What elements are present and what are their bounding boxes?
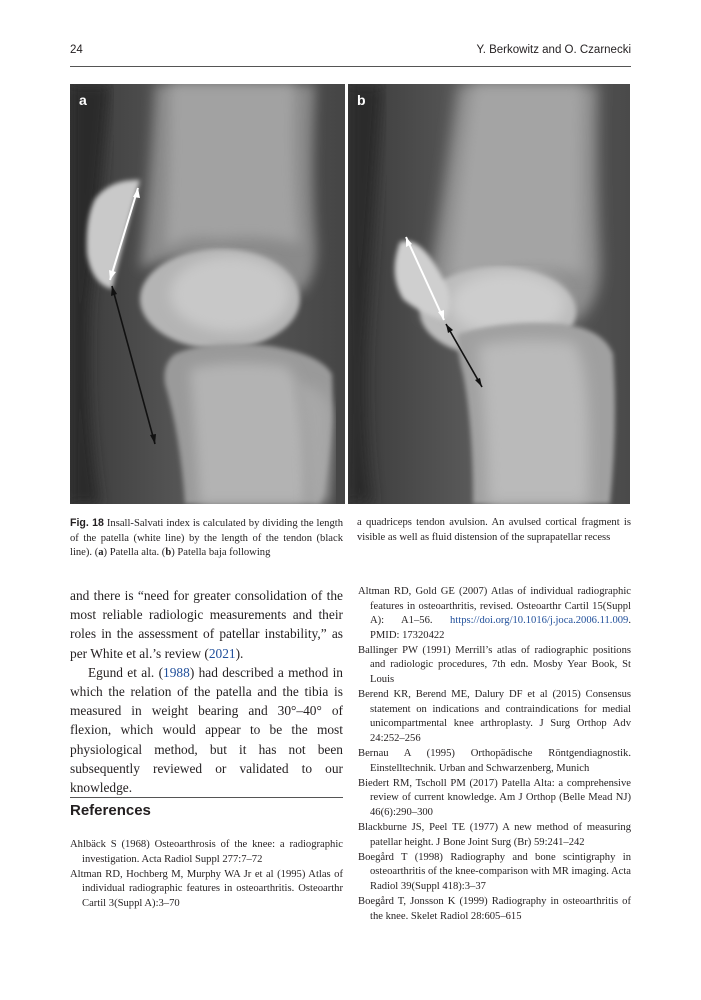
reference-item: Blackburne JS, Peel TE (1977) A new method of measuring patellar height. J Bone Joint Surg (Br) 59:241–242 bbox=[358, 822, 631, 848]
citation-link-2021[interactable]: 2021 bbox=[208, 645, 236, 661]
paragraph-2: Egund et al. (1988) had described a method in which the relation of the patella and the tibia is measured in weight bearing and 30°–40° of flexion, which would appear to be the most physiological method, but it has not been subsequently reviewed or validated to our knowledge. bbox=[70, 664, 343, 796]
reference-item: Ahlbäck S (1968) Osteoarthrosis of the knee: a radiographic investigation. Acta Radiol Suppl 277:7–72 bbox=[70, 839, 343, 865]
caption-text-1: Insall-Salvati index is calculated by dividing the length of the patella (white line) by the length of the tendon (black line). ( bbox=[70, 518, 344, 559]
doi-link[interactable]: https://doi.org/10.1016/j.joca.2006.11.009 bbox=[450, 615, 629, 627]
reference-item: Biedert RM, Tscholl PM (2017) Patella Alta: a comprehensive review of current knowledge. Am J Orthop (Belle Mead NJ) 46(6):290–300 bbox=[358, 777, 631, 818]
xray-image-b bbox=[348, 84, 630, 504]
caption-text-3: ) Patella baja following bbox=[171, 547, 271, 559]
running-authors: Y. Berkowitz and O. Czarnecki bbox=[476, 44, 631, 56]
panel-label-b: b bbox=[357, 92, 366, 108]
page-number: 24 bbox=[70, 44, 83, 56]
figure-caption-left bbox=[70, 516, 343, 561]
reference-item: Altman RD, Hochberg M, Murphy WA Jr et al (1995) Atlas of individual radiographic features in osteoarthritis. Osteoarthr Cartil 3(Suppl A):3–70 bbox=[70, 868, 343, 909]
caption-a: a bbox=[98, 547, 104, 559]
figure-panel-a bbox=[70, 84, 345, 504]
header-rule bbox=[70, 66, 631, 67]
reference-item: Altman RD, Gold GE (2007) Atlas of individual radiographic features in osteoarthritis, revised. Osteoarthr Cartil 15(Suppl A): A1–56. https://doi.org/10.1016/j.joca.2006.11.009. PMID: 17320422 bbox=[358, 586, 631, 641]
paragraph-1: and there is “need for greater consolidation of the most reliable radiologic measurements and their roles in the assessment of patellar instability,” as per White et al.’s review (2021). bbox=[70, 588, 343, 661]
running-header bbox=[70, 44, 631, 62]
reference-item: Boegård T (1998) Radiography and bone scintigraphy in osteoarthritis of the knee-comparison with MR imaging. Acta Radiol 39(Suppl 418):3–37 bbox=[358, 851, 631, 892]
body-text bbox=[70, 586, 343, 797]
reference-item: Boegård T, Jonsson K (1999) Radiography in osteoarthritis of the knee. Skelet Radiol 28:605–615 bbox=[358, 895, 631, 922]
reference-item: Bernau A (1995) Orthopädische Röntgendiagnostik. Einstelltechnik. Urban and Schwarzenberg, Munich bbox=[358, 748, 631, 774]
reference-item: Ballinger PW (1991) Merrill’s atlas of radiographic positions and radiologic procedures, 7th edn. Mosby Year Book, St Louis bbox=[358, 644, 631, 686]
caption-b: b bbox=[165, 547, 172, 559]
panel-label-a: a bbox=[79, 92, 87, 108]
xray-image-a bbox=[70, 84, 345, 504]
caption-text-2: ) Patella alta. ( bbox=[103, 547, 166, 559]
citation-link-1988[interactable]: 1988 bbox=[163, 664, 190, 680]
figure-panel-b bbox=[348, 84, 630, 504]
references-rule bbox=[70, 797, 343, 798]
figure-label: Fig. 18 bbox=[70, 517, 104, 529]
references-heading: References bbox=[70, 802, 151, 819]
reference-item: Berend KR, Berend ME, Dalury DF et al (2015) Consensus statement on indications and contraindications for medial unicompartmental knee arthroplasty. J Surg Orthop Adv 24:252–256 bbox=[358, 689, 631, 744]
references-left-column bbox=[70, 838, 343, 912]
figure-caption-right: a quadriceps tendon avulsion. An avulsed cortical fragment is visible as well as fluid distension of the suprapatellar recess bbox=[357, 517, 631, 543]
references-right-column bbox=[358, 585, 631, 925]
